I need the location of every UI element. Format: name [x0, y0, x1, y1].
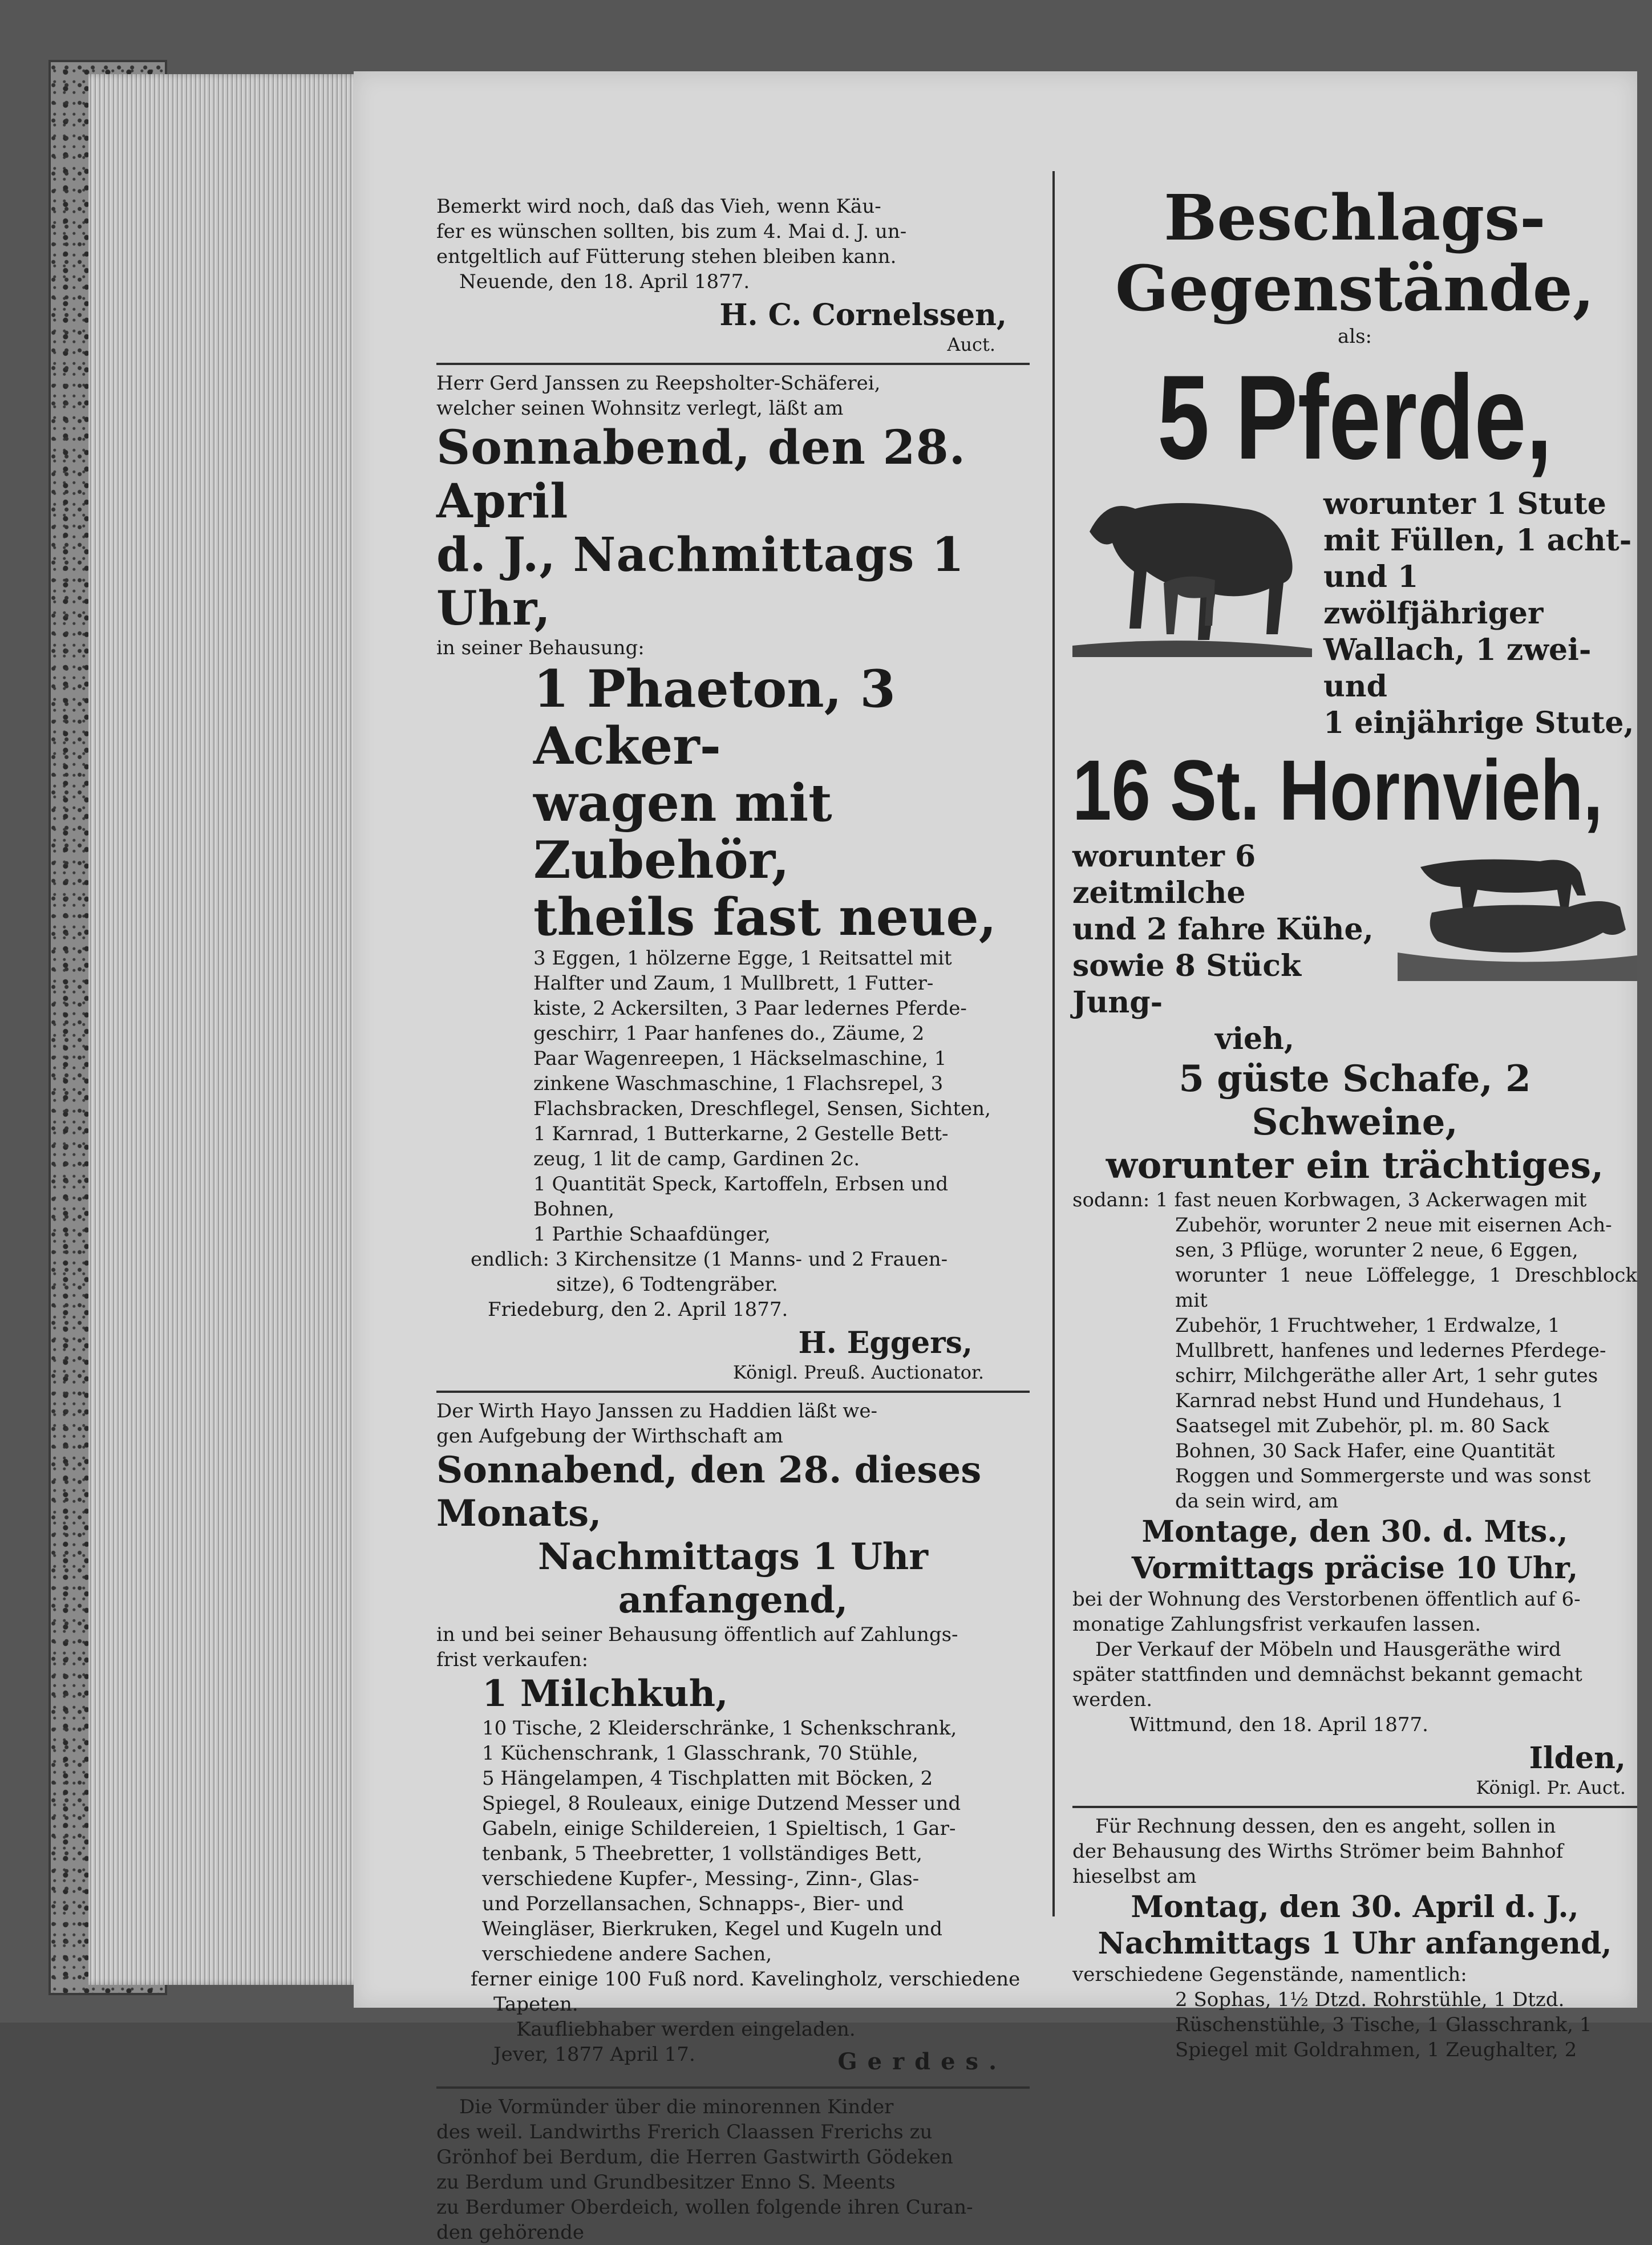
text-line: Der Verkauf der Möbeln und Hausgeräthe wird	[1095, 1638, 1561, 1661]
text-line: und 1 zwölfjähriger	[1323, 560, 1544, 631]
item-line: 10 Tische, 2 Kleiderschränke, 1 Schenkschrank,	[482, 1717, 957, 1740]
item-line: Karnrad nebst Hund und Hundehaus, 1	[1175, 1389, 1564, 1412]
item-line: sen, 3 Pflüge, worunter 2 neue, 6 Eggen,	[1175, 1239, 1578, 1262]
auction-date: Sonnabend, den 28. April	[436, 420, 966, 529]
auction-time: Nachmittags 1 Uhr anfangend,	[1098, 1926, 1612, 1961]
notice-janssen	[436, 371, 1030, 1384]
item-line: 1 Quantität Speck, Kartoffeln, Erbsen und	[533, 1173, 949, 1196]
item-line: sodann: 1 fast neuen Korbwagen, 3 Ackerwagen mit	[1072, 1189, 1587, 1211]
item-line: 3 Eggen, 1 hölzerne Egge, 1 Reitsattel mit	[533, 947, 952, 970]
item-line: 5 Hängelampen, 4 Tischplatten mit Böcken, 2	[482, 1767, 933, 1790]
text-line: Grönhof bei Berdum, die Herren Gastwirth Gödeken	[436, 2146, 953, 2169]
headline-horses: 5 Pferde,	[1157, 350, 1552, 484]
notice-hayo-janssen	[436, 1399, 1030, 2080]
text-line: worunter 1 Stute	[1323, 487, 1606, 521]
item-line: Bohnen, 30 Sack Hafer, eine Quantität	[1175, 1440, 1555, 1462]
item-line: Paar Wagenreepen, 1 Häckselmaschine, 1	[533, 1047, 947, 1070]
place-date: Jever, 1877 April 17.	[493, 2043, 695, 2066]
text-line: Der Wirth Hayo Janssen zu Haddien läßt we-	[436, 1400, 878, 1423]
item-line: 1 Karnrad, 1 Butterkarne, 2 Gestelle Bett-	[533, 1122, 949, 1145]
item-line: geschirr, 1 Paar hanfenes do., Zäume, 2	[533, 1022, 925, 1045]
text-line: mit Füllen, 1 acht-	[1323, 523, 1632, 558]
place-date: Friedeburg, den 2. April 1877.	[488, 1298, 788, 1321]
item-line: 1 Parthie Schaafdünger,	[533, 1223, 771, 1246]
text-line: sowie 8 Stück Jung-	[1072, 949, 1302, 1020]
text-line: der Behausung des Wirths Strömer beim Bahnhof	[1072, 1840, 1564, 1863]
headline-title: Gegenstände,	[1115, 252, 1594, 325]
text-line: hieselbst am	[1072, 1865, 1197, 1888]
signature: Gerdes.	[837, 2048, 1007, 2075]
cattle-illustration	[1398, 838, 1637, 987]
item-line: kiste, 2 Ackersilten, 3 Paar ledernes Pferde-	[533, 997, 967, 1020]
auction-date: Montag, den 30. April d. J.,	[1131, 1890, 1579, 1924]
text-line: den gehörende	[436, 2221, 585, 2244]
left-column	[436, 194, 1030, 2245]
item-line: worunter 1 neue Löffelegge, 1 Dreschblock mit	[1175, 1264, 1637, 1312]
headline-sheep: 5 güste Schafe, 2 Schweine,	[1179, 1057, 1531, 1144]
place-date: Neuende, den 18. April 1877.	[459, 270, 750, 293]
text-line: verschiedene Gegenstände, namentlich:	[1072, 1963, 1467, 1986]
signature-title: Auct.	[947, 334, 995, 355]
signature: H. Eggers,	[798, 1326, 973, 1360]
signature-title: Königl. Preuß. Auctionator.	[732, 1361, 984, 1383]
text-line: worunter 6 zeitmilche	[1072, 839, 1256, 910]
separator	[436, 2086, 1030, 2089]
item-line: verschiedene andere Sachen,	[482, 1943, 772, 1966]
item-line: Tapeten.	[493, 1993, 578, 2016]
text-line: monatige Zahlungsfrist verkaufen lassen.	[1072, 1613, 1481, 1636]
auction-time: d. J., Nachmittags 1 Uhr,	[436, 528, 965, 636]
text-line: welcher seinen Wohnsitz verlegt, läßt am	[436, 397, 844, 420]
item-line: Spiegel mit Goldrahmen, 1 Zeughalter, 2	[1175, 2039, 1577, 2061]
text-line: bei der Wohnung des Verstorbenen öffentlich auf 6-	[1072, 1588, 1581, 1611]
text-line: Bemerkt wird noch, daß das Vieh, wenn Käu-	[436, 195, 881, 218]
item-line: Bohnen,	[533, 1198, 615, 1221]
column-divider	[1052, 171, 1055, 1916]
item-line: Mullbrett, hanfenes und ledernes Pferdege-	[1175, 1339, 1606, 1362]
item-line: endlich: 3 Kirchensitze (1 Manns- und 2 Frauen-	[471, 1248, 948, 1271]
item-line: Weingläser, Bierkruken, Kegel und Kugeln und	[482, 1918, 943, 1940]
item-line: ferner einige 100 Fuß nord. Kavelingholz, verschiedene	[471, 1968, 1021, 1991]
notice-cornelssen	[436, 194, 1030, 356]
text-line: Die Vormünder über die minorennen Kinder	[459, 2096, 894, 2118]
text-line: fer es wünschen sollten, bis zum 4. Mai d. J. un-	[436, 220, 907, 243]
item-line: Zubehör, worunter 2 neue mit eisernen Ach-	[1175, 1214, 1612, 1237]
notice-vormuender	[436, 2094, 1030, 2245]
text-line: zu Berdumer Oberdeich, wollen folgende ihren Curan-	[436, 2196, 973, 2219]
text-line: des weil. Landwirths Frerich Claassen Frerichs zu	[436, 2121, 933, 2143]
item-line: Spiegel, 8 Rouleaux, einige Dutzend Messer und	[482, 1792, 961, 1815]
text-line: in und bei seiner Behausung öffentlich auf Zahlungs-	[436, 1623, 958, 1646]
item-line: Flachsbracken, Dreschflegel, Sensen, Sichten,	[533, 1097, 991, 1120]
item-line: 2 Sophas, 1½ Dtzd. Rohrstühle, 1 Dtzd.	[1175, 1988, 1565, 2011]
auction-time: Vormittags präcise 10 Uhr,	[1131, 1551, 1578, 1586]
item-list	[482, 1716, 1030, 1967]
headline-item: wagen mit Zubehör,	[533, 773, 832, 890]
separator	[436, 1391, 1030, 1393]
text-line: in seiner Behausung:	[436, 637, 645, 659]
text-line: 1 einjährige Stute,	[1323, 706, 1634, 740]
notice-stroemer	[1072, 1814, 1637, 2062]
item-line: da sein wird, am	[1175, 1490, 1339, 1513]
item-line: zeug, 1 lit de camp, Gardinen 2c.	[533, 1148, 860, 1170]
place-date: Wittmund, den 18. April 1877.	[1129, 1713, 1428, 1736]
signature: Ilden,	[1529, 1741, 1626, 1776]
text-line: Kaufliebhaber werden eingeladen.	[516, 2018, 856, 2041]
item-line: tenbank, 5 Theebretter, 1 vollständiges Bett,	[482, 1842, 922, 1865]
text-line: als:	[1337, 325, 1372, 348]
auction-time: Nachmittags 1 Uhr anfangend,	[537, 1535, 929, 1622]
item-line: verschiedene Kupfer-, Messing-, Zinn-, Glas-	[482, 1867, 920, 1890]
text-line: frist verkaufen:	[436, 1648, 589, 1671]
item-line: Rüschenstühle, 3 Tische, 1 Glasschrank, 1	[1175, 2013, 1592, 2036]
text-line: werden.	[1072, 1688, 1153, 1711]
item-line: Zubehör, 1 Fruchtweher, 1 Erdwalze, 1	[1175, 1314, 1560, 1337]
text-line: später stattfinden und demnächst bekannt gemacht	[1072, 1663, 1582, 1686]
horse-description	[1323, 486, 1637, 741]
text-line: Für Rechnung dessen, den es angeht, sollen in	[1095, 1815, 1556, 1838]
item-line: Halfter und Zaum, 1 Mullbrett, 1 Futter-	[533, 972, 934, 995]
item-line: zinkene Waschmaschine, 1 Flachsrepel, 3	[533, 1072, 944, 1095]
sodann-list	[1072, 1188, 1637, 1514]
item-line: Roggen und Sommergerste und was sonst	[1175, 1465, 1591, 1488]
auction-date: Montage, den 30. d. Mts.,	[1141, 1514, 1568, 1549]
text-line: Herr Gerd Janssen zu Reepsholter-Schäferei,	[436, 372, 881, 395]
headline-sheep: worunter ein trächtiges,	[1106, 1144, 1604, 1187]
page-stack-edge	[88, 74, 374, 1985]
item-line: Saatsegel mit Zubehör, pl. m. 80 Sack	[1175, 1415, 1549, 1437]
auction-date: Sonnabend, den 28. dieses Monats,	[436, 1449, 982, 1535]
separator	[436, 363, 1030, 365]
headline-cattle: 16 St. Hornvieh,	[1072, 742, 1603, 838]
text-line: zu Berdum und Grundbesitzer Enno S. Meents	[436, 2171, 896, 2194]
item-line: und Porzellansachen, Schnapps-, Bier- und	[482, 1893, 904, 1915]
item-line: Gabeln, einige Schildereien, 1 Spieltisch, 1 Gar-	[482, 1817, 956, 1840]
text-line: gen Aufgebung der Wirthschaft am	[436, 1425, 783, 1448]
signature-title: Königl. Pr. Auct.	[1476, 1777, 1626, 1798]
horse-illustration	[1072, 486, 1312, 657]
headline-item: 1 Phaeton, 3 Acker-	[533, 659, 896, 776]
text-line: entgeltlich auf Fütterung stehen bleiben kann.	[436, 245, 897, 268]
text-line: vieh,	[1215, 1022, 1294, 1056]
headline-item: 1 Milchkuh,	[482, 1672, 728, 1715]
item-line: sitze), 6 Todtengräber.	[556, 1273, 778, 1296]
item-line: schirr, Milchgeräthe aller Art, 1 sehr gutes	[1175, 1364, 1598, 1387]
item-line: 1 Küchenschrank, 1 Glasschrank, 70 Stühle,	[482, 1742, 918, 1765]
headline-title: Beschlags-	[1164, 181, 1546, 254]
text-line: und 2 fahre Kühe,	[1072, 912, 1374, 947]
right-column	[1072, 183, 1637, 2062]
separator	[1072, 1806, 1637, 1808]
signature: H. C. Cornelssen,	[719, 298, 1007, 333]
horse-block	[1072, 486, 1637, 741]
text-line: Wallach, 1 zwei- und	[1323, 633, 1592, 704]
cattle-block	[1072, 838, 1637, 1057]
headline-item: theils fast neue,	[533, 887, 997, 947]
item-list	[533, 946, 1030, 1247]
